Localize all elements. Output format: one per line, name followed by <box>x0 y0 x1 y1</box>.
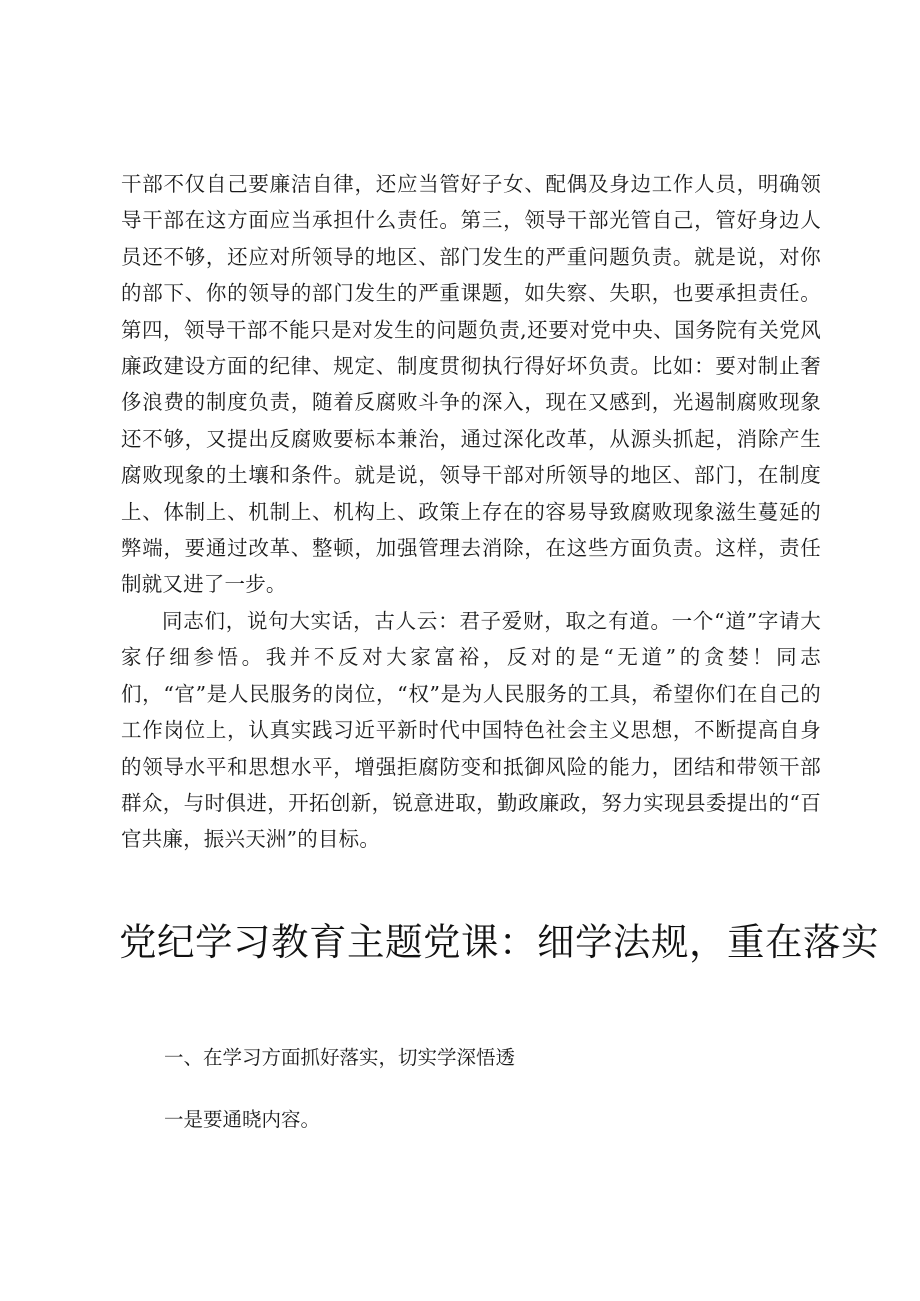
paragraph-responsibility: 干部不仅自己要廉洁自律，还应当管好子女、配偶及身边工作人员，明确领导干部在这方面应当承担什么责任。第三，领导干部光管自己，管好身边人员还不够，还应对所领导的地区、部门发生的严重问题负责。就是说，对你的部下、你的领导的部门发生的严重课题，如失察、失职，也要承担责任。第四，领导干部不能只是对发生的问题负责,还要对党中央、国务院有关党风廉政建设方面的纪律、规定、制度贯彻执行得好坏负责。比如：要对制止奢侈浪费的制度负责，随着反腐败斗争的深入，现在又感到，光遏制腐败现象还不够，又提出反腐败要标本兼治，通过深化改革，从源头抓起，消除产生腐败现象的土壤和条件。就是说，领导干部对所领导的地区、部门，在制度上、体制上、机制上、机构上、政策上存在的容易导致腐败现象滋生蔓延的弊端，要通过改革、整顿，加强管理去消除，在这些方面负责。这样，责任制就又进了一步。 <box>121 172 821 597</box>
paragraph-closing-remarks: 同志们，说句大实话，古人云：君子爱财，取之有道。一个“道”字请大家仔细参悟。我并不反对大家富裕，反对的是“无道”的贪婪！同志们，“官”是人民服务的岗位，“权”是为人民服务的工具，希望你们在自己的工作岗位上，认真实践习近平新时代中国特色社会主义思想，不断提高自身的领导水平和思想水平，增强拒腐防变和抵御风险的能力，团结和带领干部群众，与时俱进，开拓创新，锐意进取，勤政廉政，努力实现县委提出的“百官共廉，振兴天洲”的目标。 <box>121 608 821 852</box>
subsection-text: 一是要通晓内容。 <box>164 1108 321 1131</box>
section-heading: 一、在学习方面抓好落实，切实学深悟透 <box>164 1046 516 1069</box>
body-text <box>121 166 821 858</box>
document-title: 党纪学习教育主题党课：细学法规，重在落实 <box>119 920 879 964</box>
